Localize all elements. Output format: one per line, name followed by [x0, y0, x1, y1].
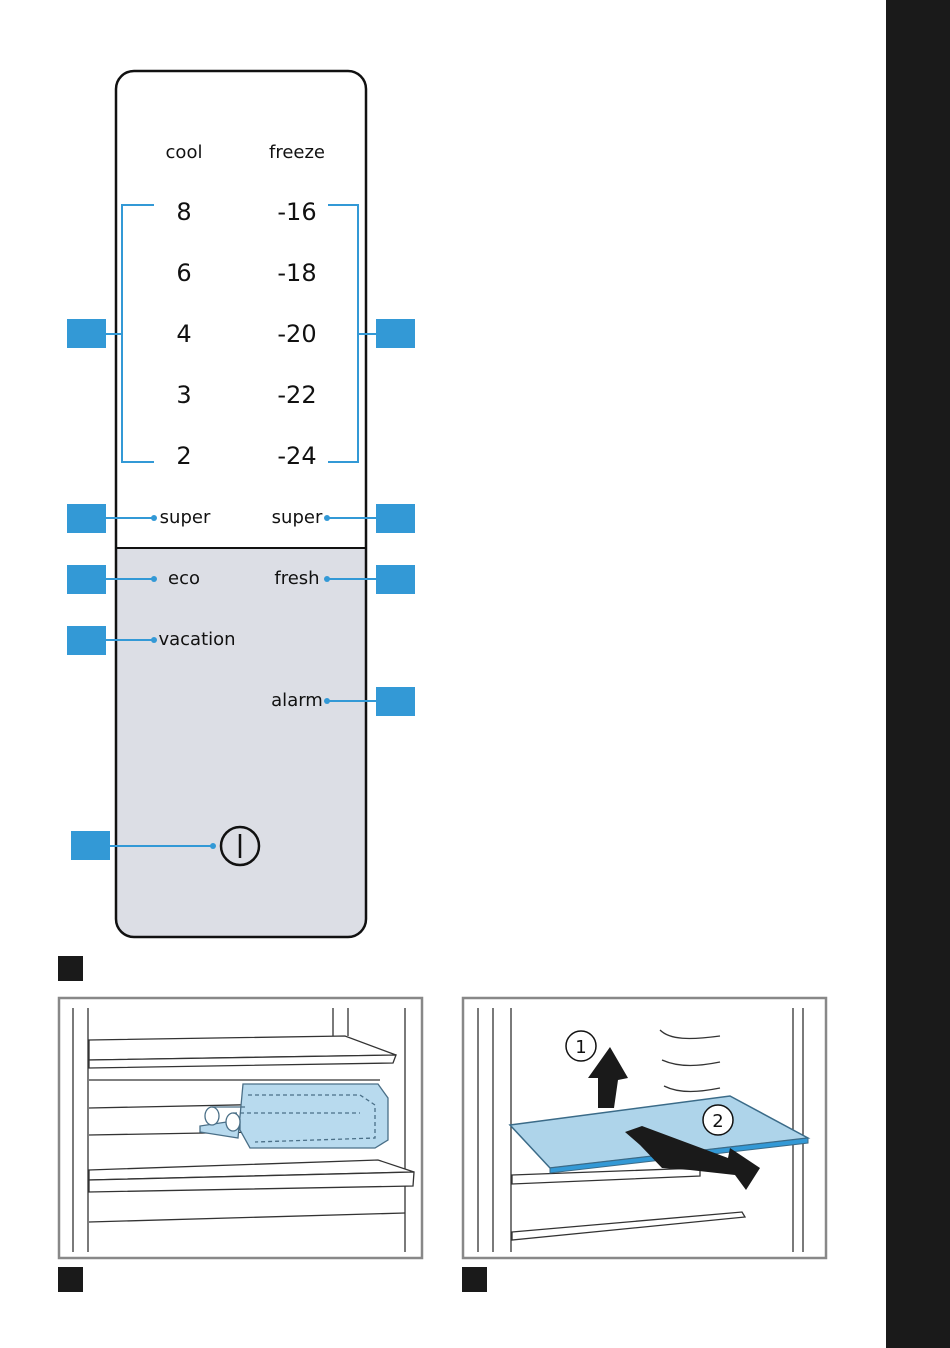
- callout-freeze-temp: [376, 319, 415, 348]
- callout-power: [71, 831, 110, 860]
- figure-marker-right: [462, 1267, 487, 1292]
- callout-super-cool: [67, 504, 106, 533]
- eco-button[interactable]: eco: [168, 568, 200, 589]
- cool-temp-4[interactable]: 4: [176, 320, 192, 348]
- control-panel: [106, 71, 376, 937]
- callout-vacation: [67, 626, 106, 655]
- step-2-label: 2: [712, 1111, 724, 1132]
- freeze-temp-16[interactable]: -16: [277, 198, 317, 226]
- freeze-temp-20[interactable]: -20: [277, 320, 317, 348]
- super-cool-button[interactable]: super: [159, 507, 211, 528]
- callout-alarm: [376, 687, 415, 716]
- cool-header: cool: [165, 142, 203, 163]
- lift-arrow-icon: [588, 1047, 628, 1108]
- cool-temp-6[interactable]: 6: [176, 259, 192, 287]
- cool-bracket: [106, 205, 154, 462]
- freeze-temp-list: [277, 198, 316, 470]
- bottle-holder: [200, 1084, 388, 1148]
- callout-super-freeze: [376, 504, 415, 533]
- bottle-holder-illustration: [59, 998, 422, 1258]
- callout-eco: [67, 565, 106, 594]
- page-edge-tab: [886, 0, 950, 1348]
- cool-temp-list: [176, 198, 191, 470]
- cool-temp-3[interactable]: 3: [176, 381, 192, 409]
- super-freeze-button[interactable]: super: [271, 507, 323, 528]
- freeze-header: freeze: [268, 142, 326, 163]
- cool-temp-2[interactable]: 2: [176, 442, 192, 470]
- cool-temp-8[interactable]: 8: [176, 198, 192, 226]
- step-1-label: 1: [575, 1037, 587, 1058]
- freeze-temp-24[interactable]: -24: [277, 442, 317, 470]
- figure-marker-left: [58, 1267, 83, 1292]
- vacation-button[interactable]: vacation: [158, 629, 236, 650]
- figure-marker-panel: [58, 956, 83, 981]
- freeze-temp-22[interactable]: -22: [277, 381, 317, 409]
- callout-fresh: [376, 565, 415, 594]
- freeze-temp-18[interactable]: -18: [277, 259, 317, 287]
- alarm-button[interactable]: alarm: [271, 690, 323, 711]
- callout-cool-temp: [67, 319, 106, 348]
- freeze-bracket: [328, 205, 376, 462]
- shelf-removal-illustration: [463, 998, 826, 1258]
- fresh-button[interactable]: fresh: [274, 568, 320, 589]
- panel-lower-fill: [116, 548, 366, 937]
